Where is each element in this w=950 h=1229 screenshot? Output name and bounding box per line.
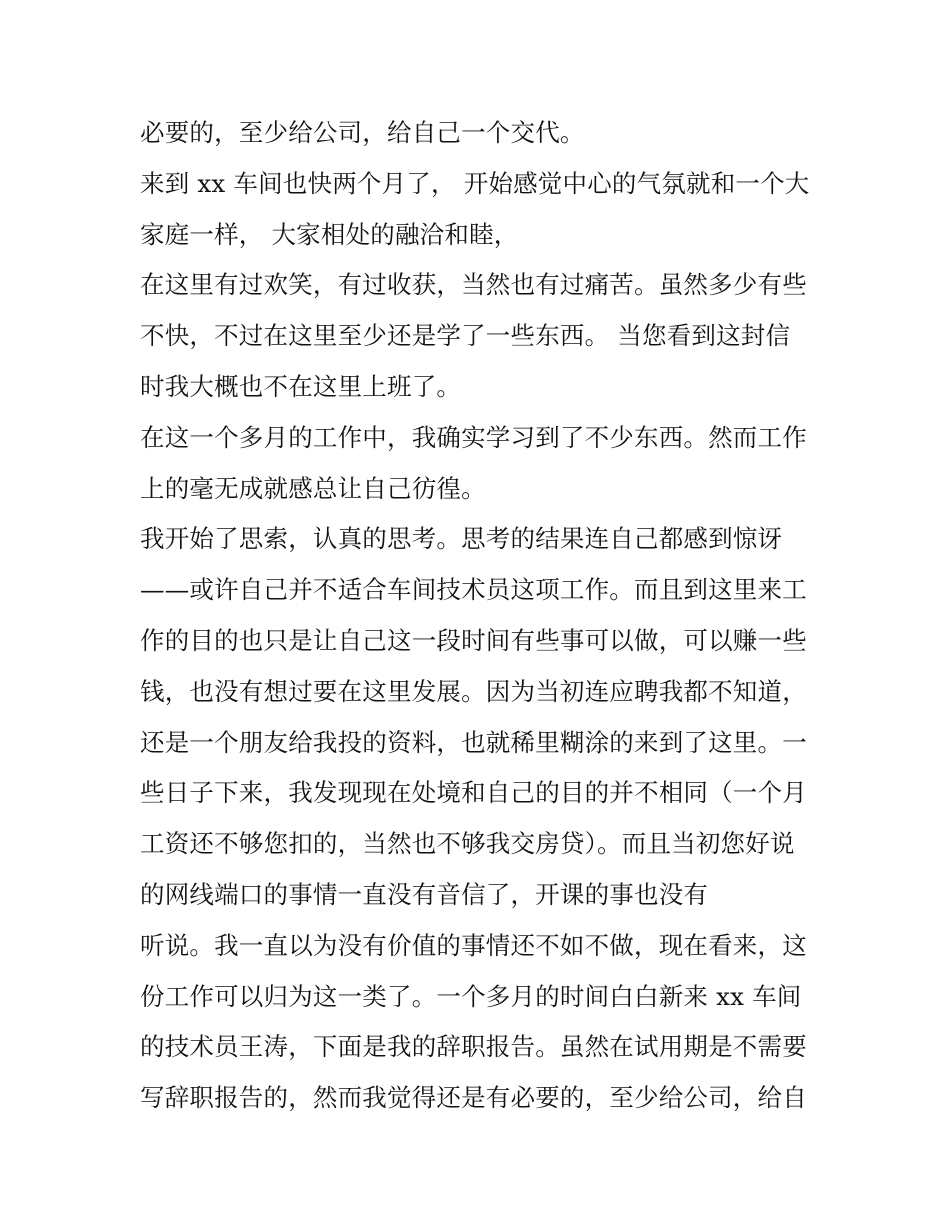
text-line: 在这一个多月的工作中，我确实学习到了不少东西。然而工作 (140, 422, 807, 452)
text-line: 写辞职报告的，然而我觉得还是有必要的，至少给公司，给自 (140, 1083, 807, 1113)
text-line: 的网线端口的事情一直没有音信了，开课的事也没有 (140, 879, 709, 909)
text-line: 不快，不过在这里至少还是学了一些东西。 当您看到这封信 (140, 321, 791, 351)
text-line: 的技术员王涛，下面是我的辞职报告。虽然在试用期是不需要 (140, 1032, 807, 1062)
text-line: ——或许自己并不适合车间技术员这项工作。而且到这里来工 (140, 575, 807, 605)
text-line: 在这里有过欢笑，有过收获，当然也有过痛苦。虽然多少有些 (140, 270, 807, 300)
text-line: 必要的，至少给公司，给自己一个交代。 (140, 118, 585, 147)
text-line: 钱，也没有想过要在这里发展。因为当初连应聘我都不知道， (140, 676, 807, 706)
text-line: 来到 xx 车间也快两个月了， 开始感觉中心的气氛就和一个大 (140, 168, 810, 198)
text-line: 听说。我一直以为没有价值的事情还不如不做，现在看来，这 (140, 930, 807, 960)
text-line: 时我大概也不在这里上班了。 (140, 371, 462, 401)
body-text (140, 108, 820, 1124)
text-line: 作的目的也只是让自己这一段时间有些事可以做，可以赚一些 (140, 625, 807, 655)
text-line: 还是一个朋友给我投的资料，也就稀里糊涂的来到了这里。一 (140, 727, 807, 757)
text-line: 些日子下来，我发现现在处境和自己的目的并不相同（一个月 (140, 778, 807, 808)
text-line: 上的毫无成就感总让自己彷徨。 (140, 473, 486, 503)
text-line: 工资还不够您扣的，当然也不够我交房贷）。而且当初您好说 (140, 829, 795, 859)
text-line: 份工作可以归为这一类了。一个多月的时间白白新来 xx 车间 (140, 981, 802, 1011)
text-line: 我开始了思索，认真的思考。思考的结果连自己都感到惊讶 (140, 524, 783, 554)
text-line: 家庭一样， 大家相处的融洽和睦， (140, 219, 519, 249)
